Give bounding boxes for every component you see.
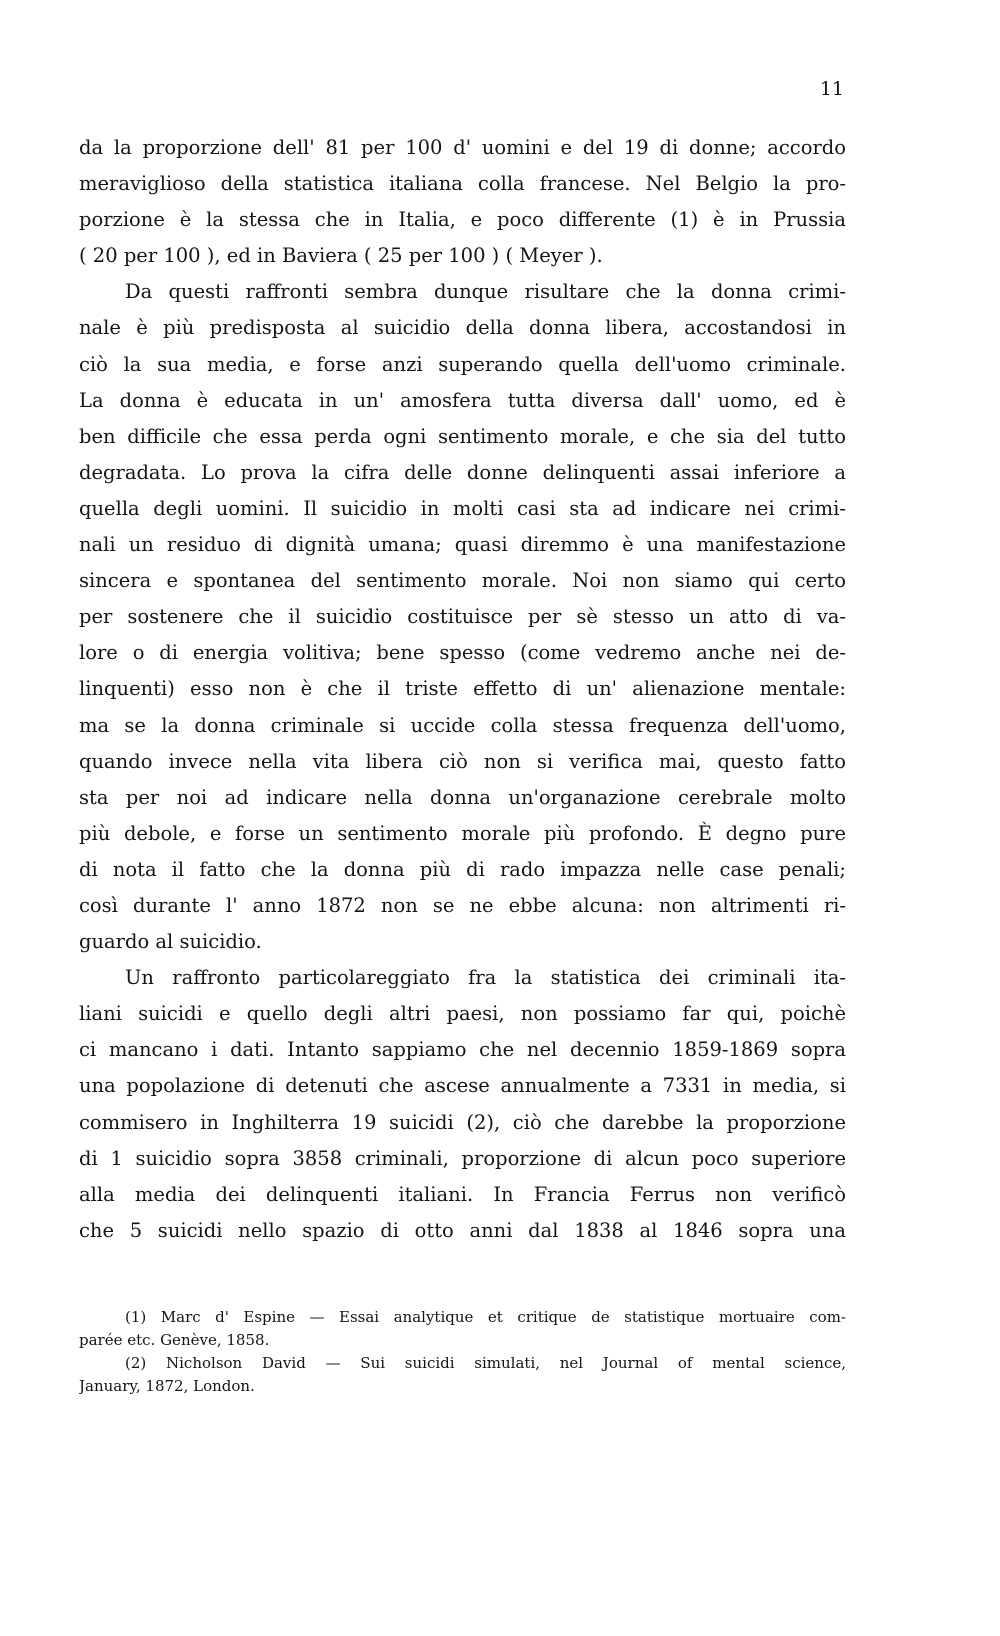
footnote-line: January, 1872, London. bbox=[79, 1377, 255, 1395]
footnote-line: (2) Nicholson David — Sui suicidi simulati, nel Journal of mental science, bbox=[125, 1354, 846, 1372]
text-line: ( 20 per 100 ), ed in Baviera ( 25 per 100 ) ( Meyer ). bbox=[79, 244, 603, 268]
body-text bbox=[79, 130, 846, 1249]
text-line: che 5 suicidi nello spazio di otto anni dal 1838 al 1846 sopra una bbox=[79, 1218, 846, 1242]
text-line: liani suicidi e quello degli altri paesi, non possiamo far qui, poichè bbox=[79, 1002, 846, 1026]
footnote-line: parée etc. Genève, 1858. bbox=[79, 1331, 270, 1349]
text-line: degradata. Lo prova la cifra delle donne delinquenti assai inferiore a bbox=[79, 460, 846, 484]
footnotes bbox=[79, 1306, 846, 1398]
text-line: sincera e spontanea del sentimento morale. Noi non siamo qui certo bbox=[79, 569, 846, 593]
text-line: commisero in Inghilterra 19 suicidi (2), ciò che darebbe la proporzione bbox=[79, 1110, 846, 1134]
text-line: ben difficile che essa perda ogni sentimento morale, e che sia del tutto bbox=[79, 424, 846, 448]
text-line: una popolazione di detenuti che ascese annualmente a 7331 in media, si bbox=[79, 1074, 846, 1098]
text-line: nale è più predisposta al suicidio della donna libera, accostandosi in bbox=[79, 316, 846, 340]
text-line: sta per noi ad indicare nella donna un'organazione cerebrale molto bbox=[79, 785, 846, 809]
text-line: più debole, e forse un sentimento morale più profondo. È degno pure bbox=[79, 821, 846, 845]
text-line: linquenti) esso non è che il triste effetto di un' alienazione mentale: bbox=[79, 677, 846, 701]
text-line: Un raffronto particolareggiato fra la statistica dei criminali ita- bbox=[125, 966, 846, 990]
text-line: meraviglioso della statistica italiana colla francese. Nel Belgio la pro- bbox=[79, 172, 846, 196]
text-line: ma se la donna criminale si uccide colla stessa frequenza dell'uomo, bbox=[79, 713, 846, 737]
footnote-line: (1) Marc d' Espine — Essai analytique et critique de statistique mortuaire com- bbox=[125, 1308, 846, 1326]
text-line: Da questi raffronti sembra dunque risultare che la donna crimi- bbox=[125, 280, 846, 304]
text-line: nali un residuo di dignità umana; quasi diremmo è una manifestazione bbox=[79, 533, 846, 557]
text-line: ciò la sua media, e forse anzi superando quella dell'uomo criminale. bbox=[79, 352, 846, 376]
text-line: La donna è educata in un' amosfera tutta diversa dall' uomo, ed è bbox=[79, 388, 846, 412]
text-line: guardo al suicidio. bbox=[79, 930, 262, 954]
text-line: porzione è la stessa che in Italia, e poco differente (1) è in Prussia bbox=[79, 208, 846, 232]
text-line: di nota il fatto che la donna più di rado impazza nelle case penali; bbox=[79, 857, 846, 881]
text-line: per sostenere che il suicidio costituisce per sè stesso un atto di va- bbox=[79, 605, 846, 629]
text-line: di 1 suicidio sopra 3858 criminali, proporzione di alcun poco superiore bbox=[79, 1146, 846, 1170]
text-line: quella degli uomini. Il suicidio in molti casi sta ad indicare nei crimi- bbox=[79, 496, 846, 520]
text-line: alla media dei delinquenti italiani. In Francia Ferrus non verificò bbox=[79, 1182, 846, 1206]
page-number: 11 bbox=[819, 78, 844, 100]
text-line: quando invece nella vita libera ciò non si verifica mai, questo fatto bbox=[79, 749, 846, 773]
text-line: così durante l' anno 1872 non se ne ebbe alcuna: non altrimenti ri- bbox=[79, 893, 846, 917]
text-line: da la proporzione dell' 81 per 100 d' uomini e del 19 di donne; accordo bbox=[79, 136, 846, 159]
text-line: ci mancano i dati. Intanto sappiamo che nel decennio 1859-1869 sopra bbox=[79, 1038, 846, 1062]
text-line: lore o di energia volitiva; bene spesso (come vedremo anche nei de- bbox=[79, 641, 846, 665]
